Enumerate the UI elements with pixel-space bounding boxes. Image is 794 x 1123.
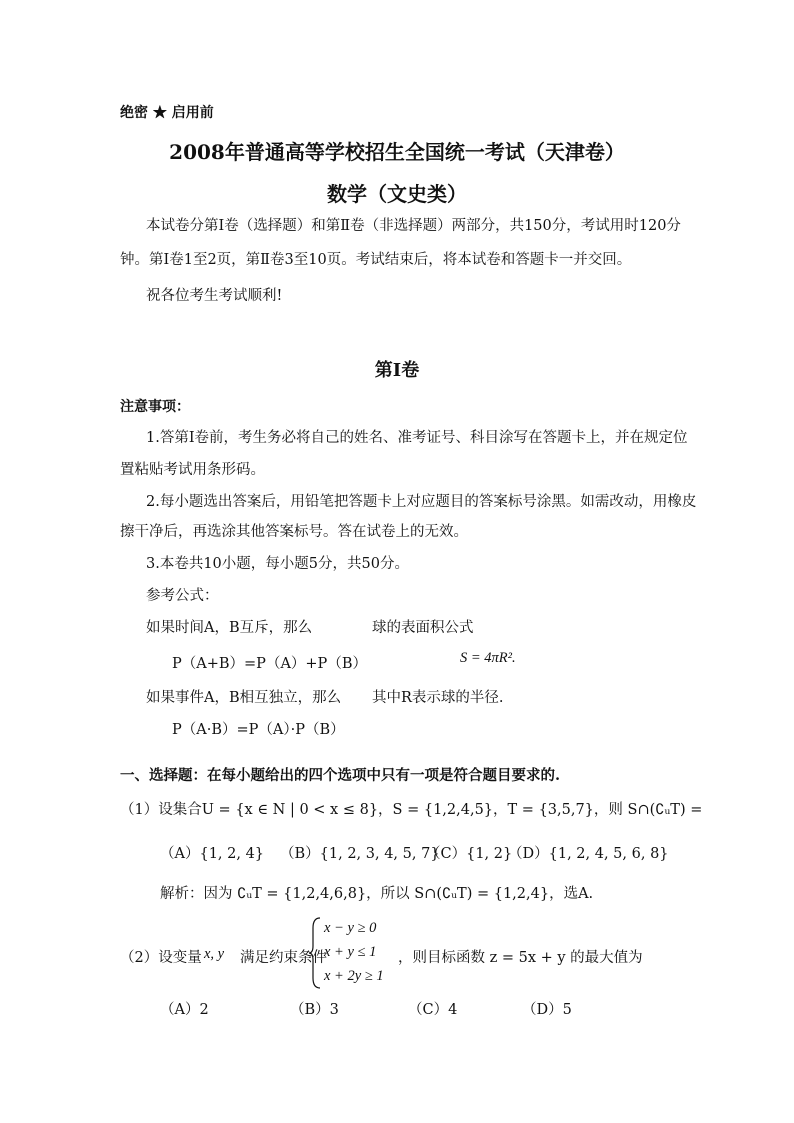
note-1-line-2: 置粘贴考试用条形码。: [120, 462, 265, 478]
section-heading: 一、选择题：在每小题给出的四个选项中只有一项是符合题目要求的.: [120, 767, 561, 784]
independent-label: 如果事件A，B相互独立，那么: [146, 690, 342, 706]
q2-vars: x, y: [204, 946, 225, 962]
q2-option-b: （B）3: [290, 1002, 339, 1018]
confidential-label: 绝密 ★ 启用前: [120, 105, 214, 121]
intro-wish: 祝各位考生考试顺利!: [146, 288, 283, 304]
sphere-formula: S = 4πR².: [460, 650, 516, 666]
constraint-1: x − y ≥ 0: [324, 920, 377, 936]
constraint-2: x + y ≤ 1: [324, 944, 377, 960]
q2-prefix: （2）设变量: [120, 950, 202, 966]
exam-title: 2008年普通高等学校招生全国统一考试（天津卷）: [169, 140, 625, 164]
mutex-formula: P（A+B）=P（A）+P（B）: [172, 656, 367, 672]
q1-stem: （1）设集合U = {x ∈ N | 0 < x ≤ 8}，S = {1,2,4,5}，T = {3,5,7}，则 S∩(∁ᵤT) =: [120, 802, 703, 818]
q1-option-b: （B）{1, 2, 3, 4, 5, 7}: [280, 846, 440, 862]
note-3: 3.本卷共10小题，每小题5分，共50分。: [146, 556, 409, 572]
volume-title: 第Ⅰ卷: [374, 360, 420, 381]
radius-note: 其中R表示球的半径.: [372, 690, 504, 706]
intro-line-1: 本试卷分第Ⅰ卷（选择题）和第Ⅱ卷（非选择题）两部分，共150分，考试用时120分: [146, 218, 681, 234]
sphere-label: 球的表面积公式: [372, 620, 474, 636]
intro-line-2: 钟。第Ⅰ卷1至2页，第Ⅱ卷3至10页。考试结束后，将本试卷和答题卡一并交回。: [120, 252, 632, 268]
note-1-line-1: 1.答第Ⅰ卷前，考生务必将自己的姓名、准考证号、科目涂写在答题卡上，并在规定位: [146, 430, 688, 446]
q2-option-d: （D）5: [522, 1002, 572, 1018]
formula-heading: 参考公式：: [146, 588, 219, 604]
q1-option-d: （D）{1, 2, 4, 5, 6, 8}: [508, 846, 669, 862]
exam-subtitle: 数学（文史类）: [327, 182, 467, 206]
q2-option-c: （C）4: [408, 1002, 458, 1018]
note-2-line-2: 擦干净后，再选涂其他答案标号。答在试卷上的无效。: [120, 524, 468, 540]
independent-formula: P（A·B）=P（A）·P（B）: [172, 722, 345, 738]
constraint-3: x + 2y ≥ 1: [324, 968, 384, 984]
constraint-brace: [308, 916, 322, 990]
q2-mid: 满足约束条件: [240, 950, 327, 966]
notes-heading: 注意事项：: [120, 399, 190, 415]
q1-analysis: 解析：因为 ∁ᵤT = {1,2,4,6,8}，所以 S∩(∁ᵤT) = {1,2,4}，选A.: [160, 886, 594, 902]
q2-tail: ，则目标函数 z = 5x + y 的最大值为: [398, 950, 643, 966]
q1-option-a: （A）{1, 2, 4}: [160, 846, 265, 862]
note-2-line-1: 2.每小题选出答案后，用铅笔把答题卡上对应题目的答案标号涂黑。如需改动，用橡皮: [146, 494, 697, 510]
q2-option-a: （A）2: [160, 1002, 209, 1018]
mutex-label: 如果时间A，B互斥，那么: [146, 620, 313, 636]
q1-option-c: （C）{1, 2}: [426, 846, 513, 862]
